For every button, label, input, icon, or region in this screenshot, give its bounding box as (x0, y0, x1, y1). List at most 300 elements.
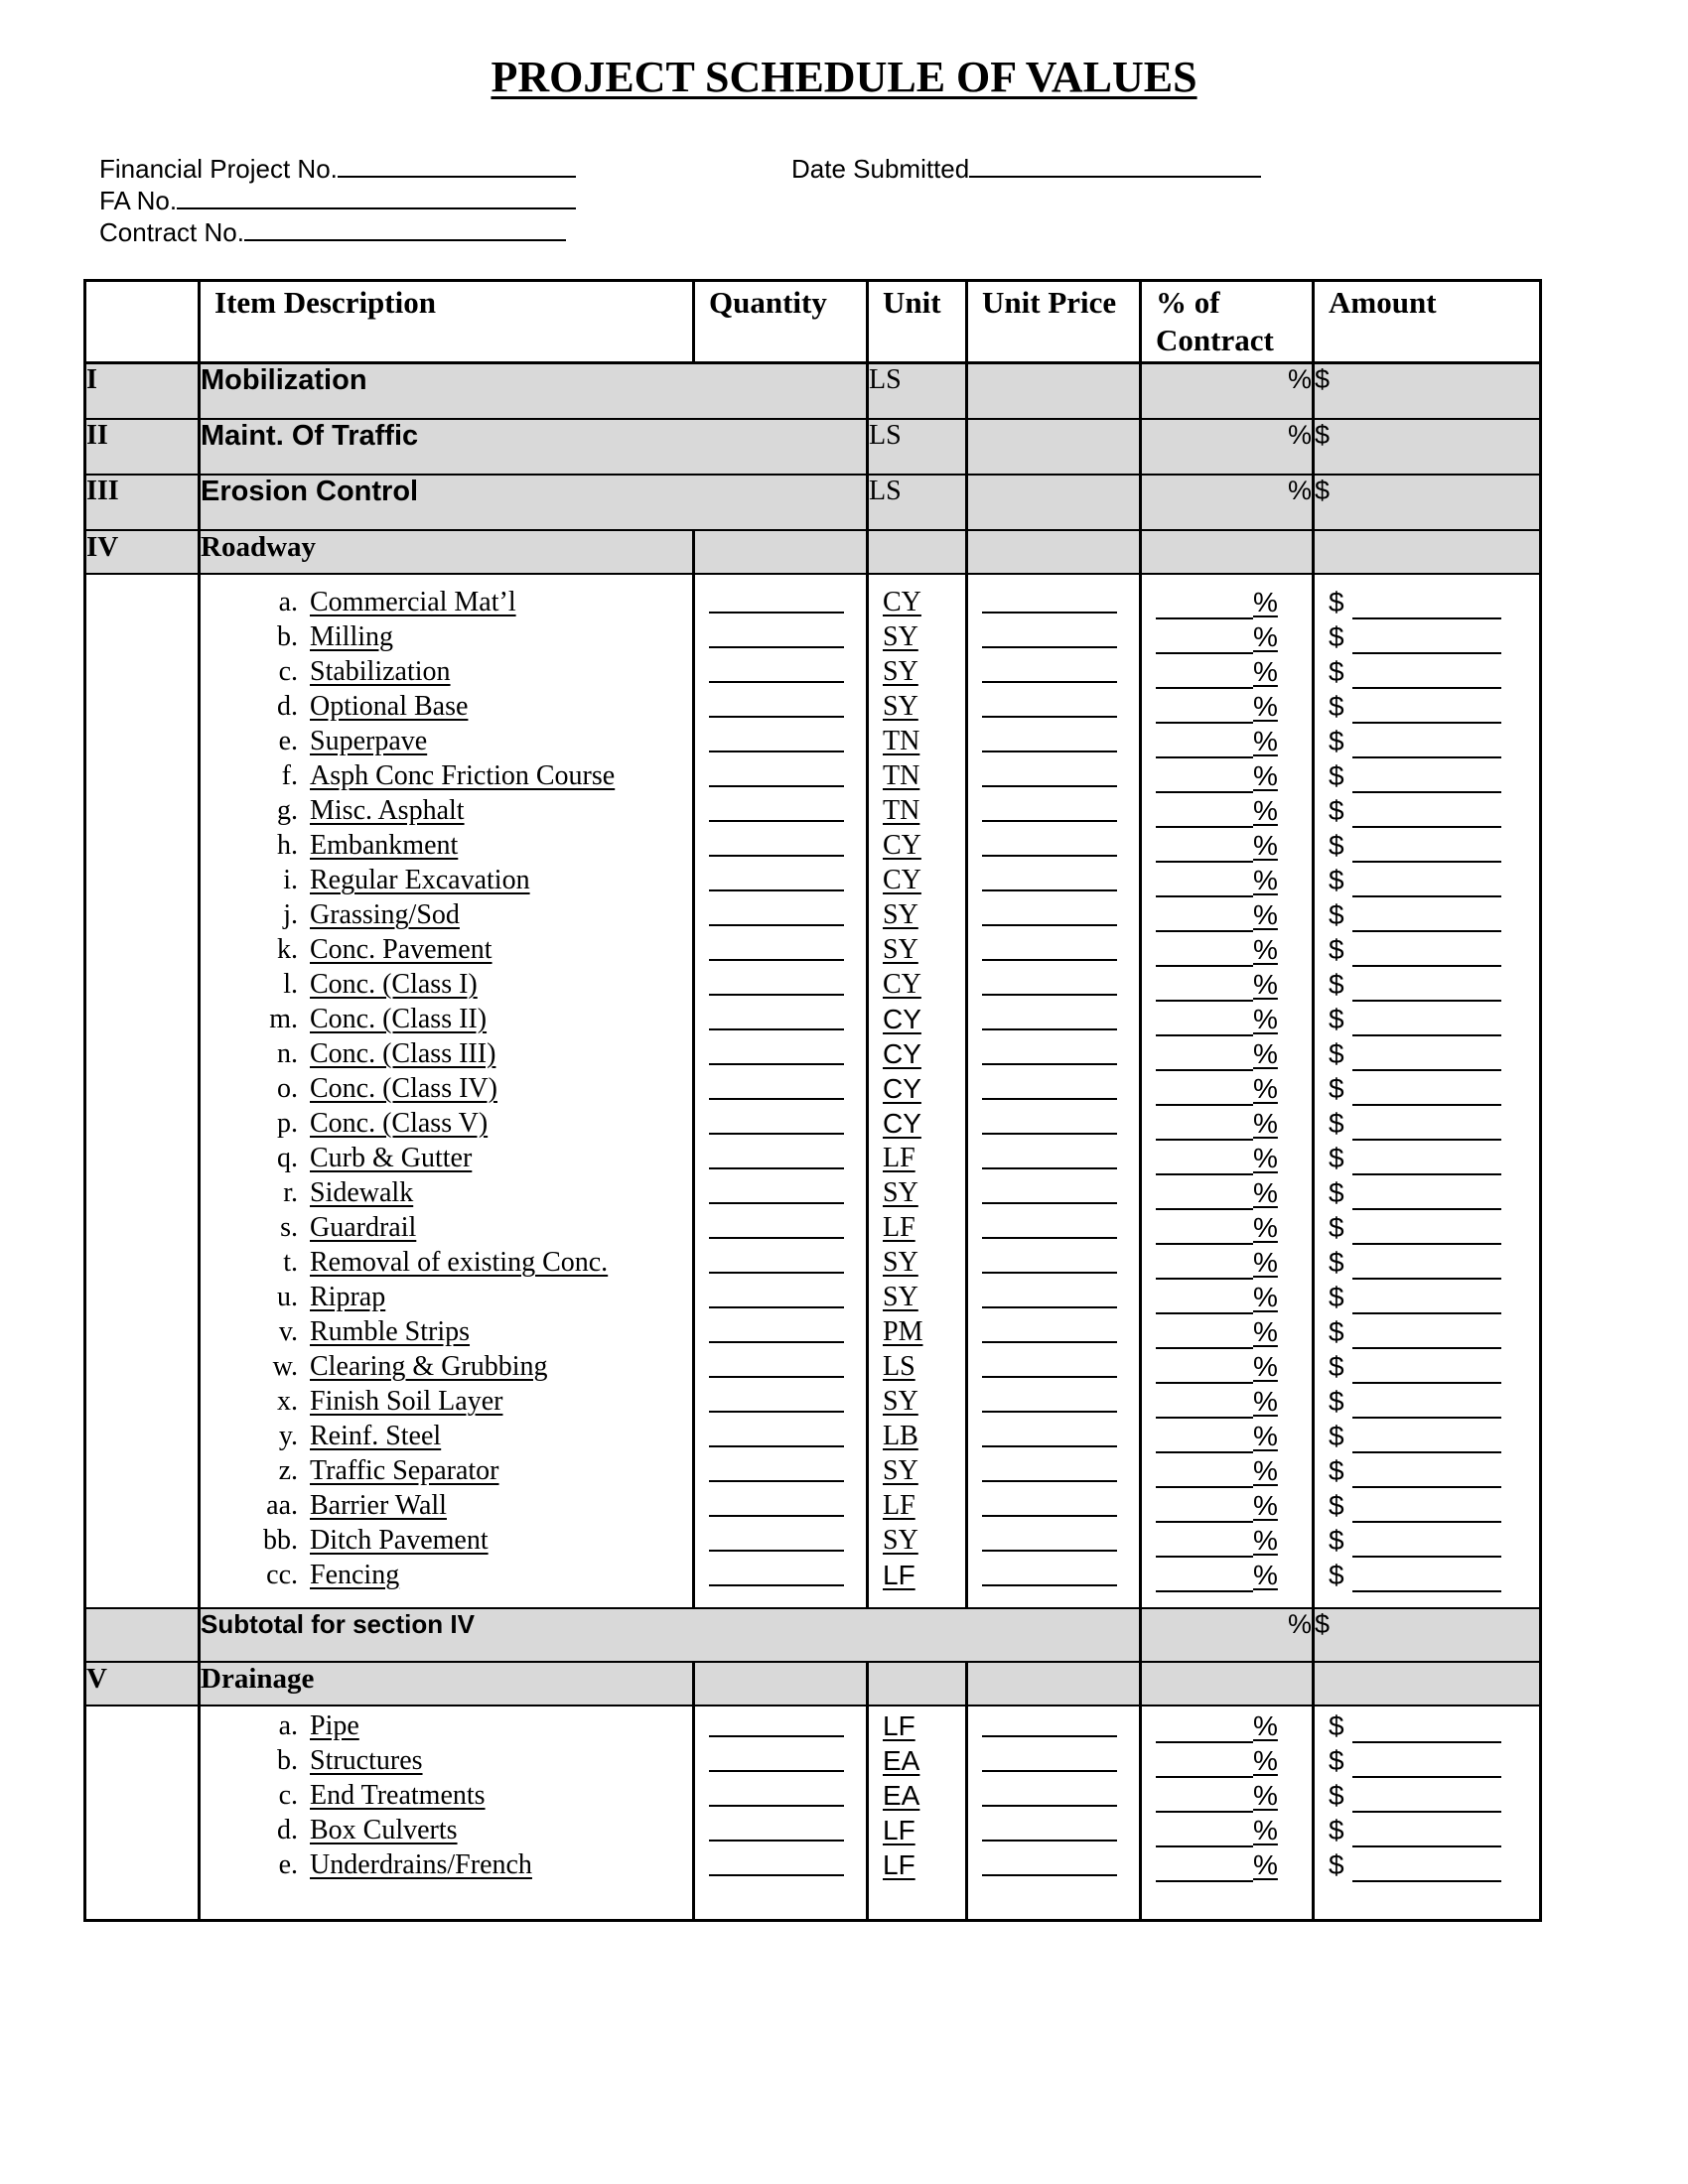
item-unit-text: LB (883, 1421, 918, 1451)
amount-blank[interactable] (1315, 1210, 1539, 1245)
amount-blank[interactable] (1315, 1349, 1539, 1384)
pct-symbol: % (1253, 1815, 1278, 1845)
amount-blank[interactable] (1315, 654, 1539, 689)
quantity-blank[interactable] (695, 863, 866, 897)
pct-symbol: % (1253, 691, 1278, 722)
pct-of-contract-blank[interactable] (1142, 1847, 1312, 1882)
pct-of-contract-blank[interactable] (1142, 1558, 1312, 1592)
pct-of-contract-blank[interactable] (1142, 1488, 1312, 1523)
amount-blank[interactable] (1315, 758, 1539, 793)
amount-blank[interactable] (1315, 1245, 1539, 1280)
quantity-blank[interactable] (695, 689, 866, 724)
pct-symbol: % (1253, 621, 1278, 652)
pct-of-contract-blank[interactable] (1142, 967, 1312, 1002)
amount-blank[interactable] (1315, 1523, 1539, 1558)
quantity-blank[interactable] (695, 585, 866, 619)
item-unit-text: CY (883, 1038, 921, 1069)
unit-price-blank[interactable] (968, 967, 1139, 1002)
pct-of-contract-blank[interactable] (1142, 828, 1312, 863)
col-header-number (85, 281, 200, 363)
item-letter: y. (278, 1421, 298, 1451)
item-unit-text: CY (883, 1004, 921, 1034)
amount-blank[interactable] (1315, 1280, 1539, 1314)
pct-of-contract-blank[interactable] (1142, 1453, 1312, 1488)
quantity-blank[interactable] (695, 1523, 866, 1558)
item-unit (869, 619, 965, 654)
dollar-symbol: $ (1329, 1525, 1344, 1556)
dollar-symbol: $ (1329, 1316, 1344, 1347)
item-letter: z. (278, 1455, 298, 1486)
amount-blank[interactable] (1315, 585, 1539, 619)
pct-cell[interactable]: % (1141, 363, 1314, 420)
drainage-items-row (85, 1706, 1541, 1921)
item-unit (869, 724, 965, 758)
item-description-text: Box Culverts (310, 1815, 458, 1845)
pct-symbol: % (1253, 656, 1278, 687)
quantity-blank[interactable] (695, 1175, 866, 1210)
amount-blank[interactable] (1315, 1002, 1539, 1036)
item-unit (869, 1523, 965, 1558)
item-unit (869, 1314, 965, 1349)
pct-of-contract-blank[interactable] (1142, 585, 1312, 619)
item-description (201, 1488, 692, 1523)
pct-symbol: % (1253, 1108, 1278, 1139)
unit-price-blank[interactable] (968, 689, 1139, 724)
unit-price-blank[interactable] (968, 1036, 1139, 1071)
item-letter: m. (269, 1004, 298, 1034)
quantity-blank[interactable] (695, 1419, 866, 1453)
section-label: Roadway (200, 530, 694, 574)
unit-price-cell[interactable] (967, 419, 1141, 475)
section-unit: LS (868, 475, 967, 530)
item-description-text: Commercial Mat’l (310, 587, 516, 617)
item-letter: d. (277, 691, 298, 722)
item-letter: e. (278, 726, 298, 756)
unit-price-blank[interactable] (968, 619, 1139, 654)
pct-of-contract-blank[interactable] (1142, 1419, 1312, 1453)
pct-of-contract-blank[interactable] (1142, 897, 1312, 932)
roadway-pct-column (1141, 574, 1314, 1608)
unit-price-blank[interactable] (968, 1453, 1139, 1488)
item-letter: l. (283, 969, 298, 1000)
pct-cell[interactable]: % (1141, 419, 1314, 475)
unit-price-cell[interactable] (967, 363, 1141, 420)
item-unit-text: TN (883, 795, 920, 826)
amount-blank[interactable] (1315, 897, 1539, 932)
item-description-text: Fencing (310, 1560, 400, 1590)
item-unit-text: CY (883, 865, 921, 895)
amount-blank[interactable] (1315, 1141, 1539, 1175)
amount-blank[interactable] (1315, 1778, 1539, 1813)
pct-symbol: % (1253, 1421, 1278, 1451)
quantity-blank[interactable] (695, 1349, 866, 1384)
quantity-blank[interactable] (695, 1280, 866, 1314)
item-description-text: Grassing/Sod (310, 899, 460, 930)
item-letter: t. (283, 1247, 298, 1278)
amount-blank[interactable] (1315, 967, 1539, 1002)
item-letter: bb. (263, 1525, 298, 1556)
contract-no-label: Contract No. (99, 217, 244, 247)
quantity-blank[interactable] (695, 1813, 866, 1847)
item-description-text: Conc. (Class II) (310, 1004, 488, 1034)
pct-symbol: % (1253, 587, 1278, 617)
item-unit-text: SY (883, 1455, 918, 1486)
section-number: IV (85, 530, 200, 574)
amount-blank[interactable] (1315, 1071, 1539, 1106)
item-unit (869, 1708, 965, 1743)
amount-blank[interactable] (1315, 1384, 1539, 1419)
pct-of-contract-blank[interactable] (1142, 619, 1312, 654)
unit-price-blank[interactable] (968, 1002, 1139, 1036)
item-letter: d. (277, 1815, 298, 1845)
amount-cell[interactable]: $ (1314, 475, 1541, 530)
item-description (201, 1141, 692, 1175)
pct-of-contract-blank[interactable] (1142, 1384, 1312, 1419)
pct-of-contract-blank[interactable] (1142, 1314, 1312, 1349)
pct-of-contract-blank[interactable] (1142, 1523, 1312, 1558)
pct-symbol: % (1253, 1247, 1278, 1278)
amount-cell[interactable]: $ (1314, 363, 1541, 420)
quantity-blank[interactable] (695, 758, 866, 793)
unit-price-blank[interactable] (968, 828, 1139, 863)
item-description-text: Traffic Separator (310, 1455, 499, 1486)
amount-blank[interactable] (1315, 1036, 1539, 1071)
item-description (201, 1419, 692, 1453)
quantity-blank[interactable] (695, 793, 866, 828)
quantity-blank[interactable] (695, 1488, 866, 1523)
fa-no-blank[interactable] (177, 182, 576, 209)
item-unit (869, 1384, 965, 1419)
pct-symbol: % (1253, 1073, 1278, 1104)
dollar-symbol: $ (1329, 1421, 1344, 1451)
item-unit (869, 1002, 965, 1036)
pct-of-contract-blank[interactable] (1142, 724, 1312, 758)
dollar-symbol: $ (1329, 726, 1344, 756)
unit-price-blank[interactable] (968, 654, 1139, 689)
pct-symbol: % (1253, 1490, 1278, 1521)
pct-of-contract-blank[interactable] (1142, 1245, 1312, 1280)
quantity-blank[interactable] (695, 1245, 866, 1280)
item-description-text: Conc. Pavement (310, 934, 492, 965)
section-row-mobilization (85, 363, 1541, 420)
item-description (201, 1280, 692, 1314)
item-unit (869, 758, 965, 793)
quantity-blank[interactable] (695, 828, 866, 863)
item-unit (869, 1743, 965, 1778)
roadway-items-row (85, 574, 1541, 1608)
pct-of-contract-blank[interactable] (1142, 1349, 1312, 1384)
pct-of-contract-blank[interactable] (1142, 1141, 1312, 1175)
col-header-amount: Amount (1314, 281, 1541, 363)
section-number: III (85, 475, 200, 530)
dollar-symbol: $ (1329, 1177, 1344, 1208)
quantity-blank[interactable] (695, 1847, 866, 1882)
item-description-text: Guardrail (310, 1212, 417, 1243)
item-unit (869, 1036, 965, 1071)
quantity-blank[interactable] (695, 1743, 866, 1778)
pct-of-contract-blank[interactable] (1142, 1280, 1312, 1314)
dollar-symbol: $ (1329, 691, 1344, 722)
pct-of-contract-blank[interactable] (1142, 1175, 1312, 1210)
quantity-blank[interactable] (695, 1778, 866, 1813)
unit-price-blank[interactable] (968, 1349, 1139, 1384)
drainage-quantity-column (694, 1706, 868, 1921)
unit-price-blank[interactable] (968, 1071, 1139, 1106)
pct-of-contract-blank[interactable] (1142, 689, 1312, 724)
unit-price-blank[interactable] (968, 1106, 1139, 1141)
dollar-symbol: $ (1329, 1780, 1344, 1811)
dollar-symbol: $ (1329, 1038, 1344, 1069)
item-unit-text: TN (883, 726, 920, 756)
dollar-symbol: $ (1329, 1247, 1344, 1278)
dollar-symbol: $ (1329, 621, 1344, 652)
unit-price-blank[interactable] (968, 1813, 1139, 1847)
dollar-symbol: $ (1329, 899, 1344, 930)
item-description-text: Structures (310, 1745, 423, 1776)
unit-price-blank[interactable] (968, 724, 1139, 758)
pct-of-contract-blank[interactable] (1142, 1778, 1312, 1813)
pct-symbol: % (1253, 1004, 1278, 1034)
item-letter: g. (277, 795, 298, 826)
item-letter: b. (277, 1745, 298, 1776)
quantity-blank[interactable] (695, 1141, 866, 1175)
date-submitted-field[interactable] (791, 150, 1261, 184)
pct-of-contract-blank[interactable] (1142, 863, 1312, 897)
item-letter: c. (278, 656, 298, 687)
unit-price-blank[interactable] (968, 1488, 1139, 1523)
item-description-text: Regular Excavation (310, 865, 530, 895)
unit-price-blank[interactable] (968, 1708, 1139, 1743)
item-letter: w. (272, 1351, 298, 1382)
dollar-symbol: $ (1329, 1745, 1344, 1776)
item-description (201, 1743, 692, 1778)
quantity-blank[interactable] (695, 1210, 866, 1245)
pct-of-contract-blank[interactable] (1142, 1036, 1312, 1071)
item-description-text: End Treatments (310, 1780, 486, 1811)
unit-price-blank[interactable] (968, 793, 1139, 828)
item-unit (869, 1141, 965, 1175)
dollar-symbol: $ (1329, 1710, 1344, 1741)
unit-price-blank[interactable] (968, 1141, 1139, 1175)
amount-blank[interactable] (1315, 1708, 1539, 1743)
quantity-blank[interactable] (695, 897, 866, 932)
item-description (201, 619, 692, 654)
amount-blank[interactable] (1315, 724, 1539, 758)
quantity-blank[interactable] (695, 1453, 866, 1488)
quantity-blank[interactable] (695, 1558, 866, 1592)
item-description (201, 689, 692, 724)
quantity-blank[interactable] (695, 1384, 866, 1419)
pct-symbol: % (1253, 934, 1278, 965)
section-number: I (85, 363, 200, 420)
item-description-text: Milling (310, 621, 394, 652)
item-letter: u. (277, 1282, 298, 1312)
amount-blank[interactable] (1315, 1419, 1539, 1453)
dollar-symbol: $ (1329, 795, 1344, 826)
unit-price-blank[interactable] (968, 863, 1139, 897)
amount-blank[interactable] (1315, 1175, 1539, 1210)
pct-of-contract-blank[interactable] (1142, 758, 1312, 793)
pct-of-contract-blank[interactable] (1142, 1002, 1312, 1036)
pct-of-contract-blank[interactable] (1142, 1210, 1312, 1245)
pct-symbol: % (1253, 1560, 1278, 1590)
item-letter: a. (278, 587, 298, 617)
pct-of-contract-blank[interactable] (1142, 1743, 1312, 1778)
item-unit-text: LF (883, 1143, 915, 1173)
drainage-unit-column (868, 1706, 967, 1921)
unit-price-blank[interactable] (968, 1778, 1139, 1813)
unit-price-blank[interactable] (968, 585, 1139, 619)
unit-price-blank[interactable] (968, 1523, 1139, 1558)
dollar-symbol: $ (1329, 865, 1344, 895)
unit-price-blank[interactable] (968, 1175, 1139, 1210)
item-description-text: Embankment (310, 830, 459, 861)
quantity-blank[interactable] (695, 619, 866, 654)
item-description (201, 1847, 692, 1882)
item-letter: e. (278, 1849, 298, 1880)
unit-price-blank[interactable] (968, 1847, 1139, 1882)
unit-price-cell[interactable] (967, 475, 1141, 530)
amount-blank[interactable] (1315, 689, 1539, 724)
drainage-item-descriptions (200, 1706, 694, 1921)
pct-of-contract-blank[interactable] (1142, 1106, 1312, 1141)
date-submitted-blank[interactable] (969, 150, 1261, 178)
quantity-blank[interactable] (695, 1314, 866, 1349)
pct-symbol: % (1253, 1282, 1278, 1312)
item-description (201, 1813, 692, 1847)
item-unit (869, 1245, 965, 1280)
unit-price-blank[interactable] (968, 1384, 1139, 1419)
unit-price-blank[interactable] (968, 1558, 1139, 1592)
quantity-blank[interactable] (695, 967, 866, 1002)
pct-of-contract-blank[interactable] (1142, 1708, 1312, 1743)
financial-project-no-blank[interactable] (338, 150, 576, 178)
pct-symbol: % (1253, 1455, 1278, 1486)
item-unit-text: SY (883, 1386, 918, 1417)
pct-of-contract-blank[interactable] (1142, 654, 1312, 689)
pct-symbol: % (1253, 899, 1278, 930)
item-description-text: Asph Conc Friction Course (310, 760, 616, 791)
amount-blank[interactable] (1315, 932, 1539, 967)
item-unit-text: CY (883, 587, 921, 617)
contract-no-blank[interactable] (244, 213, 566, 241)
item-unit-text: SY (883, 691, 918, 722)
quantity-blank[interactable] (695, 654, 866, 689)
subtotal-pct-cell[interactable]: % (1141, 1608, 1314, 1662)
quantity-blank[interactable] (695, 724, 866, 758)
amount-blank[interactable] (1315, 1488, 1539, 1523)
item-description-text: Conc. (Class V) (310, 1108, 489, 1139)
dollar-symbol: $ (1329, 1560, 1344, 1590)
item-description (201, 1071, 692, 1106)
section-label: Drainage (200, 1662, 694, 1706)
dollar-symbol: $ (1329, 760, 1344, 791)
item-unit (869, 689, 965, 724)
amount-blank[interactable] (1315, 1743, 1539, 1778)
pct-symbol: % (1253, 1177, 1278, 1208)
financial-project-no-field[interactable] (99, 150, 576, 184)
quantity-blank[interactable] (695, 932, 866, 967)
pct-of-contract-blank[interactable] (1142, 1071, 1312, 1106)
section-label: Erosion Control (200, 475, 868, 530)
amount-cell[interactable]: $ (1314, 419, 1541, 475)
amount-blank[interactable] (1315, 1314, 1539, 1349)
pct-symbol: % (1253, 865, 1278, 895)
amount-blank[interactable] (1315, 828, 1539, 863)
item-unit (869, 1349, 965, 1384)
item-unit-text: CY (883, 1073, 921, 1104)
unit-price-blank[interactable] (968, 1280, 1139, 1314)
quantity-blank[interactable] (695, 1106, 866, 1141)
quantity-blank[interactable] (695, 1002, 866, 1036)
amount-blank[interactable] (1315, 863, 1539, 897)
amount-blank[interactable] (1315, 1813, 1539, 1847)
contract-no-field[interactable] (99, 213, 566, 247)
pct-of-contract-blank[interactable] (1142, 1813, 1312, 1847)
pct-symbol: % (1253, 1143, 1278, 1173)
unit-price-blank[interactable] (968, 897, 1139, 932)
item-description-text: Conc. (Class IV) (310, 1073, 497, 1104)
item-description-text: Pipe (310, 1710, 359, 1741)
quantity-blank[interactable] (695, 1071, 866, 1106)
amount-blank[interactable] (1315, 793, 1539, 828)
pct-of-contract-blank[interactable] (1142, 932, 1312, 967)
item-unit (869, 1813, 965, 1847)
amount-blank[interactable] (1315, 619, 1539, 654)
unit-price-blank[interactable] (968, 758, 1139, 793)
unit-price-blank[interactable] (968, 1314, 1139, 1349)
section-row-roadway (85, 530, 1541, 574)
quantity-blank[interactable] (695, 1708, 866, 1743)
date-submitted-label: Date Submitted (791, 154, 970, 184)
pct-symbol: % (1253, 1780, 1278, 1811)
item-unit-text: TN (883, 760, 920, 791)
pct-cell[interactable]: % (1141, 475, 1314, 530)
dollar-symbol: $ (1329, 1386, 1344, 1417)
item-unit-text: EA (883, 1780, 920, 1811)
fa-no-field[interactable] (99, 182, 576, 215)
pct-symbol: % (1253, 1745, 1278, 1776)
item-description (201, 1106, 692, 1141)
pct-symbol: % (1253, 830, 1278, 861)
amount-blank[interactable] (1315, 1453, 1539, 1488)
amount-blank[interactable] (1315, 1106, 1539, 1141)
item-description (201, 1314, 692, 1349)
item-unit (869, 863, 965, 897)
item-letter: o. (277, 1073, 298, 1104)
item-description-text: Conc. (Class III) (310, 1038, 496, 1069)
pct-symbol: % (1253, 969, 1278, 1000)
unit-price-blank[interactable] (968, 1210, 1139, 1245)
quantity-blank[interactable] (695, 1036, 866, 1071)
amount-blank[interactable] (1315, 1558, 1539, 1592)
unit-price-blank[interactable] (968, 1419, 1139, 1453)
item-letter: c. (278, 1780, 298, 1811)
amount-blank[interactable] (1315, 1847, 1539, 1882)
item-letter: i. (283, 865, 298, 895)
pct-of-contract-blank[interactable] (1142, 793, 1312, 828)
pct-symbol: % (1253, 1525, 1278, 1556)
unit-price-blank[interactable] (968, 932, 1139, 967)
pct-symbol: % (1253, 1849, 1278, 1880)
item-description (201, 654, 692, 689)
unit-price-blank[interactable] (968, 1245, 1139, 1280)
unit-price-blank[interactable] (968, 1743, 1139, 1778)
item-letter: b. (277, 621, 298, 652)
section-row-erosion-control (85, 475, 1541, 530)
col-header-unit-price: Unit Price (967, 281, 1141, 363)
subtotal-amount-cell[interactable]: $ (1314, 1608, 1541, 1662)
